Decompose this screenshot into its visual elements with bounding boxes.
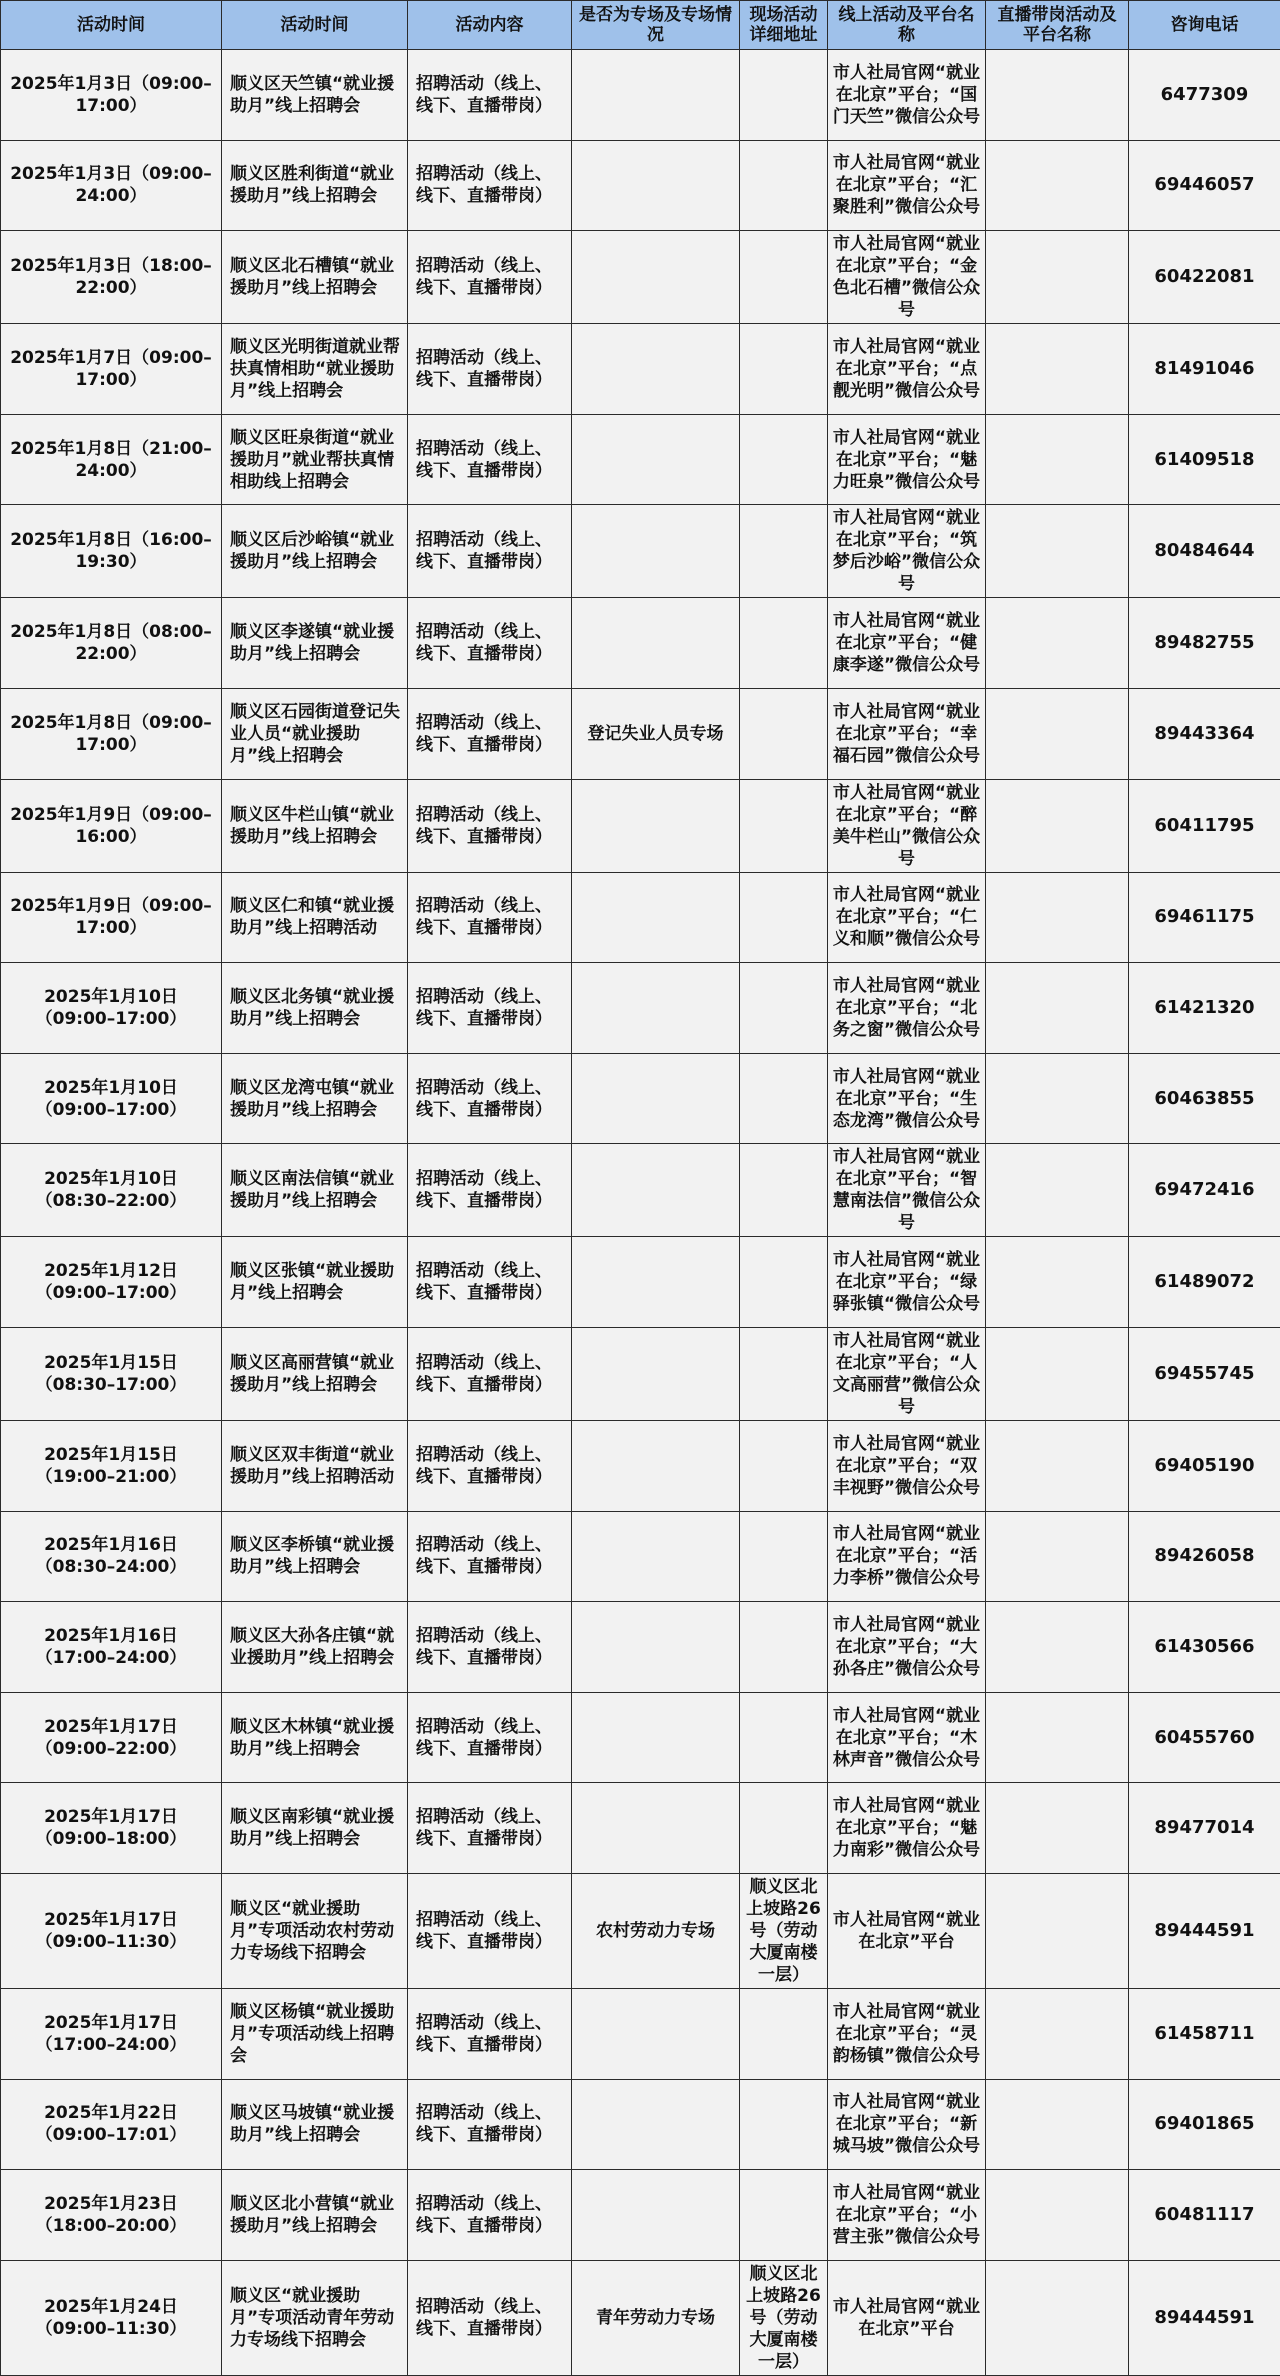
cell-phone: 69405190 (1129, 1420, 1280, 1511)
cell-activity-content: 招聘活动（线上、线下、直播带岗） (408, 1783, 572, 1874)
cell-special-session: 登记失业人员专场 (572, 688, 740, 779)
cell-live-platform (986, 231, 1129, 324)
table-row (1, 140, 1280, 231)
cell-onsite-address (740, 872, 828, 963)
cell-activity-time: 2025年1月3日（09:00–24:00） (1, 140, 222, 231)
cell-online-platform: 市人社局官网“就业在北京”平台；“魅力旺泉”微信公众号 (828, 414, 986, 505)
cell-special-session (572, 1053, 740, 1144)
cell-special-session (572, 1237, 740, 1328)
cell-phone: 69461175 (1129, 872, 1280, 963)
cell-live-platform (986, 963, 1129, 1054)
cell-activity-time: 2025年1月3日（18:00–22:00） (1, 231, 222, 324)
cell-onsite-address (740, 505, 828, 598)
cell-live-platform (986, 140, 1129, 231)
cell-activity-content: 招聘活动（线上、线下、直播带岗） (408, 1511, 572, 1602)
cell-live-platform (986, 1873, 1129, 1988)
cell-activity-time: 2025年1月17日（09:00–18:00） (1, 1783, 222, 1874)
cell-phone: 89443364 (1129, 688, 1280, 779)
cell-activity-time: 2025年1月8日（21:00–24:00） (1, 414, 222, 505)
cell-onsite-address (740, 1602, 828, 1693)
table-row (1, 1602, 1280, 1693)
cell-live-platform (986, 779, 1129, 872)
cell-activity-time: 2025年1月22日（09:00–17:01） (1, 2079, 222, 2170)
cell-activity-name: 顺义区南法信镇“就业援助月”线上招聘会 (222, 1144, 408, 1237)
cell-phone: 61489072 (1129, 1237, 1280, 1328)
table-row (1, 963, 1280, 1054)
cell-online-platform: 市人社局官网“就业在北京”平台；“幸福石园”微信公众号 (828, 688, 986, 779)
cell-onsite-address: 顺义区北上坡路26号（劳动大厦南楼一层） (740, 1873, 828, 1988)
cell-special-session (572, 963, 740, 1054)
cell-activity-content: 招聘活动（线上、线下、直播带岗） (408, 1420, 572, 1511)
cell-special-session: 农村劳动力专场 (572, 1873, 740, 1988)
cell-special-session (572, 1327, 740, 1420)
cell-onsite-address (740, 1988, 828, 2079)
table-row (1, 1783, 1280, 1874)
cell-activity-content: 招聘活动（线上、线下、直播带岗） (408, 2170, 572, 2261)
cell-activity-content: 招聘活动（线上、线下、直播带岗） (408, 140, 572, 231)
cell-online-platform: 市人社局官网“就业在北京”平台；“筑梦后沙峪”微信公众号 (828, 505, 986, 598)
cell-phone: 60481117 (1129, 2170, 1280, 2261)
cell-special-session (572, 324, 740, 415)
cell-phone: 69455745 (1129, 1327, 1280, 1420)
cell-activity-name: 顺义区天竺镇“就业援助月”线上招聘会 (222, 50, 408, 141)
cell-phone: 89477014 (1129, 1783, 1280, 1874)
cell-activity-name: 顺义区双丰街道“就业援助月”线上招聘活动 (222, 1420, 408, 1511)
cell-special-session (572, 1144, 740, 1237)
table-row (1, 1988, 1280, 2079)
cell-activity-content: 招聘活动（线上、线下、直播带岗） (408, 779, 572, 872)
cell-live-platform (986, 1327, 1129, 1420)
table-row (1, 324, 1280, 415)
cell-phone: 89426058 (1129, 1511, 1280, 1602)
cell-phone: 60455760 (1129, 1692, 1280, 1783)
table-row (1, 688, 1280, 779)
cell-onsite-address (740, 1327, 828, 1420)
table-row (1, 1053, 1280, 1144)
cell-phone: 89444591 (1129, 2260, 1280, 2375)
table-row (1, 231, 1280, 324)
cell-activity-time: 2025年1月17日（09:00–22:00） (1, 1692, 222, 1783)
table-row (1, 414, 1280, 505)
cell-special-session (572, 1420, 740, 1511)
cell-activity-time: 2025年1月9日（09:00–17:00） (1, 872, 222, 963)
cell-onsite-address (740, 1144, 828, 1237)
cell-live-platform (986, 1420, 1129, 1511)
cell-live-platform (986, 1783, 1129, 1874)
cell-online-platform: 市人社局官网“就业在北京”平台；“木林声音”微信公众号 (828, 1692, 986, 1783)
cell-activity-content: 招聘活动（线上、线下、直播带岗） (408, 414, 572, 505)
cell-activity-name: 顺义区北务镇“就业援助月”线上招聘会 (222, 963, 408, 1054)
cell-onsite-address (740, 324, 828, 415)
cell-special-session (572, 414, 740, 505)
cell-special-session (572, 872, 740, 963)
cell-live-platform (986, 1144, 1129, 1237)
cell-activity-content: 招聘活动（线上、线下、直播带岗） (408, 598, 572, 689)
cell-onsite-address (740, 688, 828, 779)
cell-activity-name: 顺义区杨镇“就业援助月”专项活动线上招聘会 (222, 1988, 408, 2079)
cell-activity-content: 招聘活动（线上、线下、直播带岗） (408, 231, 572, 324)
cell-activity-name: 顺义区胜利街道“就业援助月”线上招聘会 (222, 140, 408, 231)
cell-phone: 89444591 (1129, 1873, 1280, 1988)
cell-online-platform: 市人社局官网“就业在北京”平台；“北务之窗”微信公众号 (828, 963, 986, 1054)
table-row (1, 1692, 1280, 1783)
cell-special-session (572, 2079, 740, 2170)
cell-onsite-address (740, 1237, 828, 1328)
cell-phone: 69401865 (1129, 2079, 1280, 2170)
table-body (1, 50, 1280, 2376)
table-row (1, 2170, 1280, 2261)
cell-special-session (572, 505, 740, 598)
cell-activity-time: 2025年1月15日（08:30–17:00） (1, 1327, 222, 1420)
cell-online-platform: 市人社局官网“就业在北京”平台；“魅力南彩”微信公众号 (828, 1783, 986, 1874)
cell-online-platform: 市人社局官网“就业在北京”平台；“小营主张”微信公众号 (828, 2170, 986, 2261)
cell-activity-content: 招聘活动（线上、线下、直播带岗） (408, 1237, 572, 1328)
cell-activity-content: 招聘活动（线上、线下、直播带岗） (408, 324, 572, 415)
cell-live-platform (986, 505, 1129, 598)
cell-activity-name: 顺义区牛栏山镇“就业援助月”线上招聘会 (222, 779, 408, 872)
cell-online-platform: 市人社局官网“就业在北京”平台；“人文高丽营”微信公众号 (828, 1327, 986, 1420)
cell-online-platform: 市人社局官网“就业在北京”平台；“醉美牛栏山”微信公众号 (828, 779, 986, 872)
cell-activity-content: 招聘活动（线上、线下、直播带岗） (408, 2260, 572, 2375)
cell-onsite-address (740, 2170, 828, 2261)
cell-activity-name: 顺义区李遂镇“就业援助月”线上招聘会 (222, 598, 408, 689)
cell-activity-time: 2025年1月10日（09:00–17:00） (1, 1053, 222, 1144)
cell-activity-name: 顺义区马坡镇“就业援助月”线上招聘会 (222, 2079, 408, 2170)
cell-onsite-address (740, 140, 828, 231)
cell-phone: 89482755 (1129, 598, 1280, 689)
cell-activity-time: 2025年1月15日（19:00–21:00） (1, 1420, 222, 1511)
cell-activity-content: 招聘活动（线上、线下、直播带岗） (408, 505, 572, 598)
cell-special-session (572, 1988, 740, 2079)
cell-activity-time: 2025年1月10日（09:00–17:00） (1, 963, 222, 1054)
cell-online-platform: 市人社局官网“就业在北京”平台；“金色北石槽”微信公众号 (828, 231, 986, 324)
cell-activity-time: 2025年1月8日（16:00–19:30） (1, 505, 222, 598)
cell-activity-content: 招聘活动（线上、线下、直播带岗） (408, 688, 572, 779)
cell-activity-time: 2025年1月17日（17:00–24:00） (1, 1988, 222, 2079)
cell-online-platform: 市人社局官网“就业在北京”平台 (828, 1873, 986, 1988)
table-row (1, 2079, 1280, 2170)
cell-phone: 60422081 (1129, 231, 1280, 324)
cell-live-platform (986, 414, 1129, 505)
cell-phone: 60463855 (1129, 1053, 1280, 1144)
cell-activity-name: 顺义区仁和镇“就业援助月”线上招聘活动 (222, 872, 408, 963)
cell-special-session (572, 2170, 740, 2261)
header-onsite-address: 现场活动详细地址 (740, 1, 828, 50)
cell-phone: 60411795 (1129, 779, 1280, 872)
cell-activity-content: 招聘活动（线上、线下、直播带岗） (408, 1873, 572, 1988)
cell-onsite-address (740, 1783, 828, 1874)
cell-special-session (572, 140, 740, 231)
cell-phone: 69472416 (1129, 1144, 1280, 1237)
cell-online-platform: 市人社局官网“就业在北京”平台；“汇聚胜利”微信公众号 (828, 140, 986, 231)
cell-onsite-address (740, 1511, 828, 1602)
cell-onsite-address: 顺义区北上坡路26号（劳动大厦南楼一层） (740, 2260, 828, 2375)
table-row (1, 1511, 1280, 1602)
cell-activity-name: 顺义区“就业援助月”专项活动青年劳动力专场线下招聘会 (222, 2260, 408, 2375)
cell-activity-time: 2025年1月3日（09:00–17:00） (1, 50, 222, 141)
cell-onsite-address (740, 1053, 828, 1144)
cell-phone: 6477309 (1129, 50, 1280, 141)
cell-phone: 80484644 (1129, 505, 1280, 598)
cell-phone: 81491046 (1129, 324, 1280, 415)
cell-onsite-address (740, 779, 828, 872)
cell-activity-content: 招聘活动（线上、线下、直播带岗） (408, 2079, 572, 2170)
cell-activity-content: 招聘活动（线上、线下、直播带岗） (408, 1602, 572, 1693)
cell-activity-name: 顺义区大孙各庄镇“就业援助月”线上招聘会 (222, 1602, 408, 1693)
cell-activity-content: 招聘活动（线上、线下、直播带岗） (408, 872, 572, 963)
cell-activity-content: 招聘活动（线上、线下、直播带岗） (408, 1327, 572, 1420)
cell-activity-name: 顺义区李桥镇“就业援助月”线上招聘会 (222, 1511, 408, 1602)
cell-special-session (572, 1783, 740, 1874)
cell-special-session (572, 1511, 740, 1602)
cell-live-platform (986, 2170, 1129, 2261)
cell-activity-name: 顺义区南彩镇“就业援助月”线上招聘会 (222, 1783, 408, 1874)
cell-activity-name: 顺义区木林镇“就业援助月”线上招聘会 (222, 1692, 408, 1783)
cell-activity-name: 顺义区“就业援助月”专项活动农村劳动力专场线下招聘会 (222, 1873, 408, 1988)
cell-activity-name: 顺义区高丽营镇“就业援助月”线上招聘会 (222, 1327, 408, 1420)
cell-live-platform (986, 688, 1129, 779)
cell-activity-time: 2025年1月16日（17:00–24:00） (1, 1602, 222, 1693)
cell-activity-name: 顺义区张镇“就业援助月”线上招聘会 (222, 1237, 408, 1328)
cell-online-platform: 市人社局官网“就业在北京”平台；“新城马坡”微信公众号 (828, 2079, 986, 2170)
cell-special-session (572, 1692, 740, 1783)
cell-activity-content: 招聘活动（线上、线下、直播带岗） (408, 963, 572, 1054)
cell-live-platform (986, 872, 1129, 963)
cell-phone: 61430566 (1129, 1602, 1280, 1693)
cell-special-session: 青年劳动力专场 (572, 2260, 740, 2375)
cell-live-platform (986, 2079, 1129, 2170)
table-row (1, 505, 1280, 598)
header-activity-time: 活动时间 (1, 1, 222, 50)
cell-online-platform: 市人社局官网“就业在北京”平台；“智慧南法信”微信公众号 (828, 1144, 986, 1237)
cell-special-session (572, 779, 740, 872)
header-activity-name: 活动时间 (222, 1, 408, 50)
table-row (1, 1144, 1280, 1237)
cell-activity-content: 招聘活动（线上、线下、直播带岗） (408, 1988, 572, 2079)
cell-live-platform (986, 1237, 1129, 1328)
cell-activity-content: 招聘活动（线上、线下、直播带岗） (408, 1144, 572, 1237)
cell-activity-time: 2025年1月12日（09:00–17:00） (1, 1237, 222, 1328)
cell-phone: 61458711 (1129, 1988, 1280, 2079)
table-row (1, 1327, 1280, 1420)
table-row (1, 779, 1280, 872)
table-row (1, 1237, 1280, 1328)
cell-phone: 61409518 (1129, 414, 1280, 505)
cell-onsite-address (740, 414, 828, 505)
cell-online-platform: 市人社局官网“就业在北京”平台；“绿驿张镇“微信公众号 (828, 1237, 986, 1328)
cell-activity-time: 2025年1月23日（18:00–20:00） (1, 2170, 222, 2261)
table-row (1, 872, 1280, 963)
cell-activity-name: 顺义区北石槽镇“就业援助月”线上招聘会 (222, 231, 408, 324)
cell-phone: 69446057 (1129, 140, 1280, 231)
cell-activity-name: 顺义区旺泉街道“就业援助月”就业帮扶真情相助线上招聘会 (222, 414, 408, 505)
cell-activity-name: 顺义区后沙峪镇“就业援助月”线上招聘会 (222, 505, 408, 598)
cell-onsite-address (740, 1692, 828, 1783)
header-online-platform: 线上活动及平台名称 (828, 1, 986, 50)
header-phone: 咨询电话 (1129, 1, 1280, 50)
cell-activity-time: 2025年1月16日（08:30–24:00） (1, 1511, 222, 1602)
cell-activity-time: 2025年1月10日（08:30–22:00） (1, 1144, 222, 1237)
cell-onsite-address (740, 50, 828, 141)
cell-phone: 61421320 (1129, 963, 1280, 1054)
cell-live-platform (986, 1511, 1129, 1602)
cell-activity-content: 招聘活动（线上、线下、直播带岗） (408, 1692, 572, 1783)
table-row (1, 50, 1280, 141)
cell-online-platform: 市人社局官网“就业在北京”平台；“大孙各庄”微信公众号 (828, 1602, 986, 1693)
cell-onsite-address (740, 2079, 828, 2170)
cell-activity-content: 招聘活动（线上、线下、直播带岗） (408, 50, 572, 141)
cell-special-session (572, 50, 740, 141)
cell-activity-name: 顺义区北小营镇“就业援助月”线上招聘会 (222, 2170, 408, 2261)
cell-activity-time: 2025年1月8日（09:00–17:00） (1, 688, 222, 779)
cell-online-platform: 市人社局官网“就业在北京”平台；“活力李桥”微信公众号 (828, 1511, 986, 1602)
cell-activity-name: 顺义区光明街道就业帮扶真情相助“就业援助月”线上招聘会 (222, 324, 408, 415)
cell-activity-time: 2025年1月17日（09:00–11:30） (1, 1873, 222, 1988)
cell-online-platform: 市人社局官网“就业在北京”平台；“国门天竺”微信公众号 (828, 50, 986, 141)
cell-online-platform: 市人社局官网“就业在北京”平台；“点靓光明”微信公众号 (828, 324, 986, 415)
cell-activity-name: 顺义区龙湾屯镇“就业援助月”线上招聘会 (222, 1053, 408, 1144)
cell-activity-time: 2025年1月24日（09:00–11:30） (1, 2260, 222, 2375)
header-special-session: 是否为专场及专场情况 (572, 1, 740, 50)
cell-special-session (572, 598, 740, 689)
cell-special-session (572, 1602, 740, 1693)
cell-activity-name: 顺义区石园街道登记失业人员“就业援助月”线上招聘会 (222, 688, 408, 779)
cell-activity-content: 招聘活动（线上、线下、直播带岗） (408, 1053, 572, 1144)
cell-live-platform (986, 598, 1129, 689)
cell-live-platform (986, 1602, 1129, 1693)
table-row (1, 1420, 1280, 1511)
cell-online-platform: 市人社局官网“就业在北京”平台；“健康李遂”微信公众号 (828, 598, 986, 689)
cell-onsite-address (740, 231, 828, 324)
table-row (1, 598, 1280, 689)
cell-live-platform (986, 50, 1129, 141)
cell-activity-time: 2025年1月8日（08:00–22:00） (1, 598, 222, 689)
cell-online-platform: 市人社局官网“就业在北京”平台；“仁义和顺”微信公众号 (828, 872, 986, 963)
cell-online-platform: 市人社局官网“就业在北京”平台 (828, 2260, 986, 2375)
cell-live-platform (986, 324, 1129, 415)
cell-online-platform: 市人社局官网“就业在北京”平台；“生态龙湾”微信公众号 (828, 1053, 986, 1144)
cell-live-platform (986, 1988, 1129, 2079)
cell-activity-time: 2025年1月7日（09:00–17:00） (1, 324, 222, 415)
cell-onsite-address (740, 963, 828, 1054)
table-header-row (1, 1, 1280, 50)
cell-special-session (572, 231, 740, 324)
cell-onsite-address (740, 1420, 828, 1511)
cell-live-platform (986, 1692, 1129, 1783)
cell-online-platform: 市人社局官网“就业在北京”平台；“双丰视野”微信公众号 (828, 1420, 986, 1511)
cell-activity-time: 2025年1月9日（09:00–16:00） (1, 779, 222, 872)
header-live-platform: 直播带岗活动及平台名称 (986, 1, 1129, 50)
table-row (1, 1873, 1280, 1988)
header-activity-content: 活动内容 (408, 1, 572, 50)
cell-onsite-address (740, 598, 828, 689)
cell-live-platform (986, 1053, 1129, 1144)
cell-online-platform: 市人社局官网“就业在北京”平台；“灵韵杨镇”微信公众号 (828, 1988, 986, 2079)
